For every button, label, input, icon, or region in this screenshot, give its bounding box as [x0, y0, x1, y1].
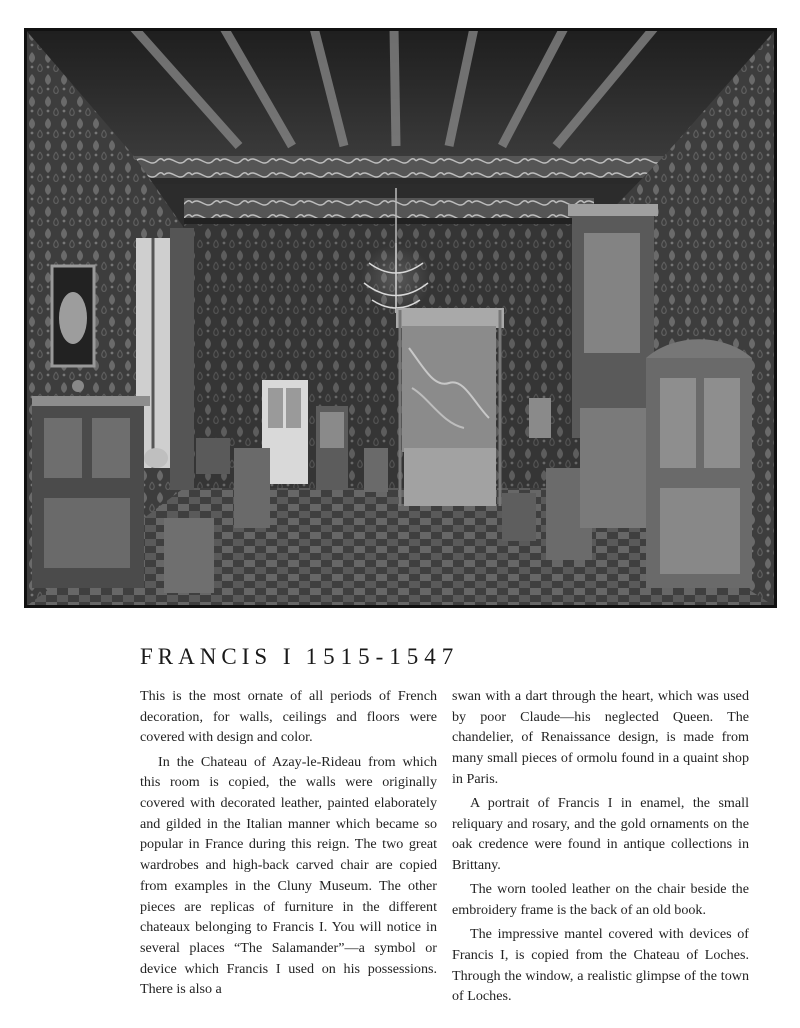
paragraph: In the Chateau of Azay-le-Rideau from which this room is copied, the walls were originally covered with decorated leather, painted elaborately and gilded in the Italian manner which became so popular in France during this reign. The two great wardrobes and high-back carved chair are copied from examples in the Cluny Museum. The other pieces are replicas of furniture in the different chateaux belonging to Francis I. You will notice in several places “The Salamander”—a symbol or device which Francis I used on his possessions. There is also a [140, 753, 437, 998]
page-heading [140, 644, 459, 670]
paragraph: This is the most ornate of all periods of French decoration, for walls, ceilings and floors were covered with design and color. [140, 688, 437, 746]
room-photograph [24, 28, 777, 608]
right-column [452, 686, 749, 1011]
paragraph: swan with a dart through the heart, which was used by poor Claude—his neglected Queen. The chandelier, of Renaissance design, is made from many small pieces of ormolu found in a quaint shop in Paris. [452, 688, 749, 787]
heading-dates: 1515-1547 [305, 644, 460, 669]
paragraph: The worn tooled leather on the chair beside the embroidery frame is the back of an old book. [452, 881, 749, 919]
paragraph: A portrait of Francis I in enamel, the small reliquary and rosary, and the gold ornaments on the oak credence were found in antique collections in Brittany. [452, 795, 749, 874]
paragraph: The impressive mantel covered with devices of Francis I, is copied from the Chateau of Loches. Through the window, a realistic glimpse of the town of Loches. [452, 926, 749, 1005]
left-column [140, 686, 437, 1004]
heading-title: FRANCIS I [140, 644, 296, 669]
room-photo-icon [24, 28, 777, 608]
